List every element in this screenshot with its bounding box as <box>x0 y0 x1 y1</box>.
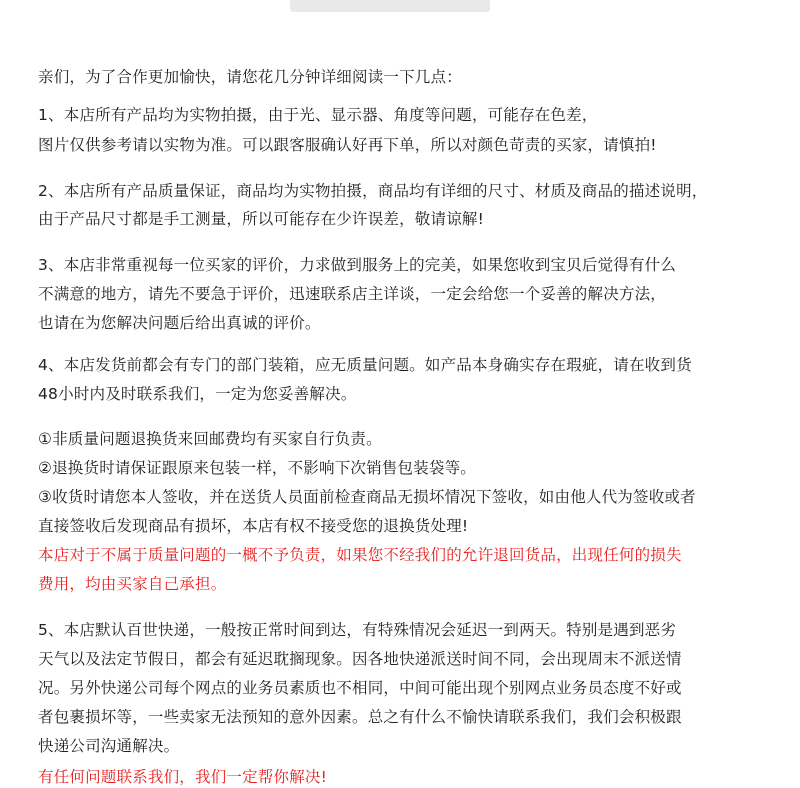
title-banner-fragment <box>290 0 490 12</box>
p5-line-4: 者包裹损坏等，一些卖家无法预知的意外因素。总之有什么不愉快请联系我们，我们会积极跟 <box>38 708 682 726</box>
warning-line-2: 费用，均由买家自己承担。 <box>38 575 227 593</box>
p5-line-1: 5、本店默认百世快递，一般按正常时间到达，有特殊情况会延迟一到两天。特别是遇到恶劣 <box>38 621 677 639</box>
p1-line-1: 1、本店所有产品均为实物拍摄，由于光、显示器、角度等问题，可能存在色差， <box>38 106 598 124</box>
p5-line-2: 天气以及法定节假日，都会有延迟耽搁现象。因各地快递派送时间不同，会出现周末不派送情 <box>38 650 682 668</box>
warning-line-1: 本店对于不属于质量问题的一概不予负责，如果您不经我们的允许退回货品，出现任何的损失 <box>38 546 682 564</box>
p3-line-1: 3、本店非常重视每一位买家的评价，力求做到服务上的完美，如果您收到宝贝后觉得有什么 <box>38 256 677 274</box>
note-3-line-1: ③收货时请您本人签收，并在送货人员面前检查商品无损坏情况下签收，如由他人代为签收或者 <box>38 488 696 506</box>
p2-line-2: 由于产品尺寸都是手工测量，所以可能存在少许误差，敬请谅解! <box>38 210 485 228</box>
p1-line-2: 图片仅供参考请以实物为准。可以跟客服确认好再下单，所以对颜色苛责的买家，请慎拍! <box>38 136 657 154</box>
note-1: ①非质量问题退换货来回邮费均有买家自行负责。 <box>38 430 382 448</box>
closing-text: 有任何问题联系我们，我们一定帮你解决! <box>38 768 328 786</box>
p3-line-3: 也请在为您解决问题后给出真诚的评价。 <box>38 314 321 332</box>
p4-line-1: 4、本店发货前都会有专门的部门装箱，应无质量问题。如产品本身确实存在瑕疵，请在收到货 <box>38 356 692 374</box>
intro-text: 亲们，为了合作更加愉快，请您花几分钟详细阅读一下几点： <box>38 68 462 86</box>
note-2: ②退换货时请保证跟原来包装一样，不影响下次销售包装袋等。 <box>38 459 476 477</box>
p5-line-5: 快递公司沟通解决。 <box>38 737 180 755</box>
note-3-line-2: 直接签收后发现商品有损坏，本店有权不接受您的退换货处理! <box>38 517 469 535</box>
p5-line-3: 况。另外快递公司每个网点的业务员素质也不相同，中间可能出现个别网点业务员态度不好或 <box>38 679 682 697</box>
p3-line-2: 不满意的地方，请先不要急于评价，迅速联系店主详谈，一定会给您一个妥善的解决方法， <box>38 285 667 303</box>
p4-line-2: 48小时内及时联系我们，一定为您妥善解决。 <box>38 385 357 403</box>
p2-line-1: 2、本店所有产品质量保证，商品均为实物拍摄，商品均有详细的尺寸、材质及商品的描述说明， <box>38 182 708 200</box>
